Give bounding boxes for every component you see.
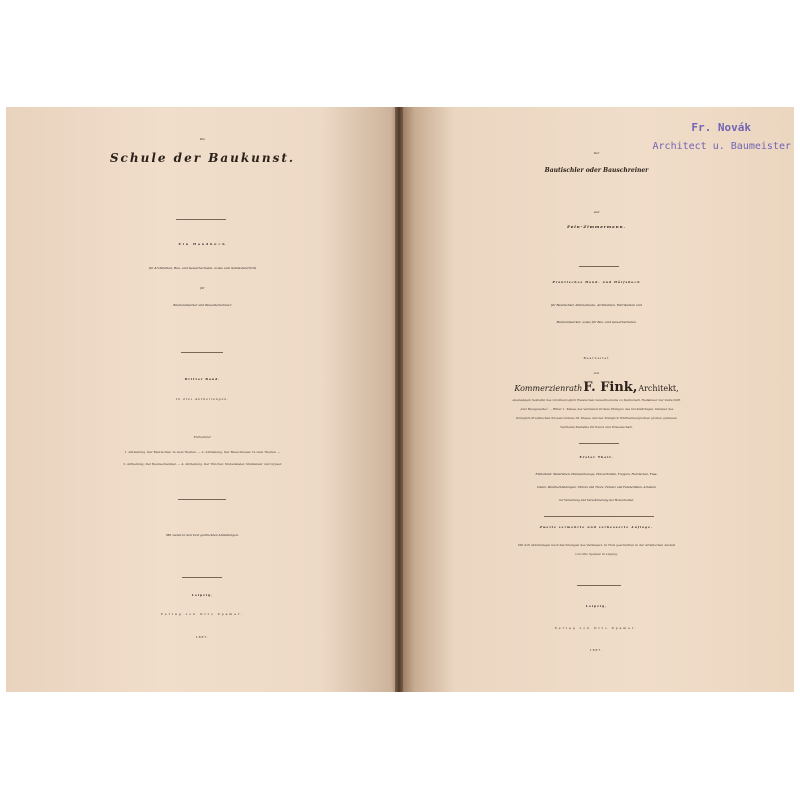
owner-stamp [631,121,791,165]
bearbeitet: Bearbeitet [583,356,610,360]
author-name: F. Fink, [583,380,638,395]
stamp-name: Fr. Novák [691,121,751,134]
divider [579,443,619,444]
right-year: 1867. [589,648,604,652]
von: von [593,371,600,375]
illustration-note-2: von Otto Spamer in Leipzig. [575,552,618,556]
right-contents-3: zur Verzierung und Verschönerung der Holzarbeiten. [558,498,635,502]
book-gutter [395,107,403,692]
edition: Zweite vermehrte und verbesserte Auflage. [539,525,654,529]
left-page [6,107,399,692]
contents-line-1: 1. Abtheilung. Der Bautischler. In zwei Theilen. — 2. Abtheilung. Der Bauschlosser. In zwei Theilen. — [124,450,281,454]
left-die: Die [199,137,206,141]
right-contents-1: Enthaltend: Materialien, Handwerkzeuge, Holzverbände, Treppen, Holzdecken, Fuss- [535,472,658,476]
contents-label: Enthaltend: [193,435,212,439]
left-subtitle: Ein Handbuch [178,242,227,246]
right-publisher: Verlag von Otto Spamer. [554,626,639,630]
part: Erster Theil. [579,455,614,459]
divider [178,499,226,500]
author-bio-4: Verdienst-Medaille für Kunst und Wissenschaft. [560,425,633,429]
left-year: 1867. [195,635,210,639]
right-contents-2: böden, Wandverkleidungen, Thüren und Thore, Fenster und Fensterläden, Arbeiten [537,485,656,489]
divider [181,352,223,353]
left-description-1: für Architekten, Bau- und Gewerbschulen, sowie zum Selbstunterricht [148,266,257,270]
author-line [399,380,794,395]
volume: Dritter Band. [184,377,221,381]
divider [544,516,654,517]
left-publisher: Verlag von Otto Spamer. [160,612,245,616]
left-city: Leipzig, [191,593,214,597]
series-title: Schule der Baukunst. [109,151,296,165]
divisions: In drei Abtheilungen. [175,397,230,401]
contents-line-2: 3. Abtheilung. Der Baumechaniker. — 4. Abtheilung. Der Tüncher, Stubenmaler, Stukkateur und Gypser. [123,462,282,466]
divider [577,585,621,586]
left-fuer: für [200,286,205,290]
book-title-2: Fein-Zimmermann. [567,224,626,229]
illustrations-note: Mit vielen in den Text gedruckten Abbildungen. [166,533,239,537]
author-bio-2: „Der Baugewerbe“. – Ritter 1. Klasse des Verdienst-Ordens Philipp's des Großmüthigen, Inhaber des [519,407,674,411]
illustration-note-1: Mit 416 Abbildungen nach Zeichnungen des Verfassers. In Holz geschnitten in der Artistischen Anstalt [518,543,675,547]
book-title: Bautischler oder Bauschreiner [544,167,649,174]
right-city: Leipzig, [585,604,608,608]
divider [182,577,222,578]
right-description-1: für Bautischler, Zimmerleute, Architekten, Fabrikanten und [551,303,642,307]
divider [579,266,619,267]
right-page [399,107,794,692]
stamp-title: Architect u. Baumeister [652,141,791,152]
left-description-2: Bauhandwerker und Bauunternehmer. [173,303,232,307]
right-description-2: Bauhandwerker, sowie für Bau- und Gewerbschulen. [556,320,637,324]
right-subtitle: Praktisches Hand- und Hülfsbuch [552,280,641,284]
right-der: Der [593,151,600,155]
author-prefix: Kommerzienrath [514,384,583,393]
author-bio-3: Königlich Preußischen Kronen-Ordens III. Klasse und der Königlich Württembergischen großen goldenen [516,416,677,420]
right-und: und [593,210,600,214]
author-bio-1: ehemaligem Sekretär des Großherzoglich Hessischen Gewerbvereins zu Darmstadt, Redakteur der Zeitschrift [512,398,681,402]
divider [176,219,226,220]
author-suffix: Architekt, [638,384,679,393]
book-spread [6,107,794,692]
